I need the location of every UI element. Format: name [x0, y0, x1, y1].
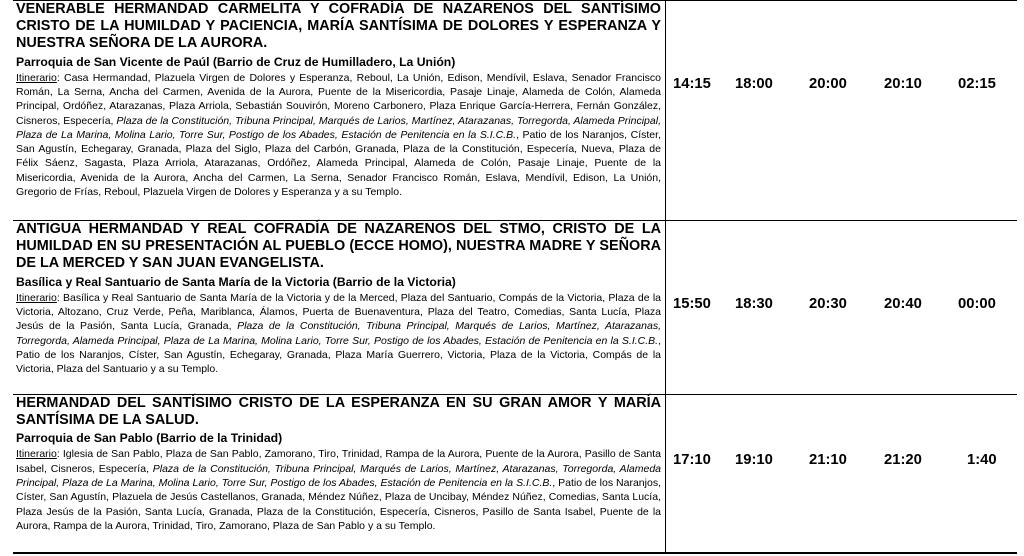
time-cathedral-exit: 20:10 — [884, 76, 922, 92]
time-cathedral-exit: 21:20 — [884, 452, 922, 468]
parish-name: Parroquia de San Vicente de Paúl (Barrio de Cruz de Humilladero, La Unión) — [16, 54, 456, 69]
brotherhood-title: ANTIGUA HERMANDAD Y REAL COFRADÍA DE NAZARENOS DEL STMO, CRISTO DE LA HUMILDAD EN SU PRESENTACIÓN AL PUEBLO (ECCE HOMO), NUESTRA MADRE Y SEÑORA DE LA MERCED Y SAN JUAN EVANGELISTA. — [16, 221, 661, 272]
time-arrival: 00:00 — [958, 296, 996, 312]
time-official-route: 18:00 — [735, 76, 773, 92]
entry-details — [16, 395, 661, 533]
time-cathedral: 20:30 — [809, 296, 847, 312]
time-arrival: 1:40 — [967, 452, 997, 468]
column-divider — [665, 0, 666, 552]
time-official-route: 19:10 — [735, 452, 773, 468]
itinerary-official-route: Plaza de la Constitución, Tribuna Principal, Marqués de Larios, Martínez, Atarazanas, Torregorda, Alameda Principal, Plaza de La Marina, Molina Lario, Torre Sur, Postigo de los Abades, Estación de Penitencia en la S.I.C.B. — [16, 320, 661, 347]
entry-details — [16, 1, 661, 199]
time-departure: 17:10 — [673, 452, 711, 468]
parish-name: Parroquia de San Pablo (Barrio de la Trinidad) — [16, 431, 283, 446]
itinerary-part: : Casa Hermandad, Plazuela Virgen de Dolores y Esperanza, Reboul, La Unión, Edison, Mendívil, Eslava, Senador Francisco Román, La Serna, Ancha del Carmen, Avenida de la Aurora, Puente de la Misericordia, Pasaje Linaje, Alameda de Colón, Alameda Principal, Ordóñez, Atarazanas, Plaza Arriola, Sebastián Souvirón, Moreno Carbonero, Plaza Enrique García-Herrera, Fernán González, Cisneros, Especería, — [16, 71, 661, 127]
itinerary-part: : Iglesia de San Pablo, Plaza de San Pablo, Zamorano, Tiro, Trinidad, Rampa de la Aurora, Puente de la Aurora, Pasillo de Santa Isabel, Cisneros, Especería, — [16, 448, 661, 475]
itinerary-part: , Patio de los Naranjos, Císter, San Agustín, Echegaray, Granada, Plaza del Siglo, Plaza del Carbón, Granada, Plaza de la Constitución, Especería, Nueva, Plaza de Félix Sáenz, Sagasta, Plaza Arriola, Atarazanas, Ordóñez, Alameda Principal, Alameda de Colón, Pasaje Linaje, Puente de la Misericordia, Avenida de la Aurora, Ancha del Carmen, La Serna, Senador Francisco Román, Eslava, Mendívil, Edison, La Unión, Gregorio de Frías, Reboul, Plazuela Virgen de Dolores y Esperanza y a su Templo. — [16, 128, 661, 198]
itinerary-text — [16, 291, 661, 377]
time-official-route: 18:30 — [735, 296, 773, 312]
itinerary-label: Itinerario — [16, 71, 57, 84]
itinerary-part: , Patio de los Naranjos, Císter, San Agustín, Plazuela de Jesús Castellanos, Granada, Méndez Núñez, Plaza de Uncibay, Méndez Núñez, Comedias, Santa Lucía, Plaza Jesús de la Pasión, Santa Lucía, Granada, Plaza de la Constitución, Especería, Cisneros, Pasillo de Santa Isabel, Puente de la Aurora, Rampa de la Aurora, Trinidad, Tiro, Zamorano, Plaza de San Pablo y a su Templo. — [16, 477, 661, 532]
time-cathedral: 20:00 — [809, 76, 847, 92]
procession-entry — [13, 220, 1017, 395]
itinerary-official-route: Plaza de la Constitución, Tribuna Principal, Marqués de Larios, Martínez, Atarazanas, Torregorda, Alameda Principal, Plaza de La Marina, Molina Lario, Torre Sur, Postigo de los Abades, Estación de Penitencia en la S.I.C.B. — [16, 462, 662, 489]
time-cathedral: 21:10 — [809, 452, 847, 468]
procession-schedule-table — [13, 0, 1017, 554]
time-departure: 14:15 — [673, 76, 711, 92]
itinerary-text — [16, 447, 661, 533]
itinerary-label: Itinerario — [16, 291, 57, 304]
time-departure: 15:50 — [673, 296, 711, 312]
parish-name: Basílica y Real Santuario de Santa María de la Victoria (Barrio de la Victoria) — [16, 274, 456, 289]
itinerary-part: , Patio de los Naranjos, Císter, San Agustín, Echegaray, Granada, Plaza María Guerrero, Victoria, Plaza de la Victoria, Compás de la Victoria, Plaza del Santuario y a su Templo. — [16, 334, 661, 376]
itinerary-text — [16, 71, 661, 200]
procession-entry — [13, 0, 1017, 221]
time-cathedral-exit: 20:40 — [884, 296, 922, 312]
brotherhood-title: VENERABLE HERMANDAD CARMELITA Y COFRADÍA DE NAZARENOS DEL SANTÍSIMO CRISTO DE LA HUMILDAD Y PACIENCIA, MARÍA SANTÍSIMA DE DOLORES Y ESPERANZA Y NUESTRA SEÑORA DE LA AURORA. — [16, 1, 661, 52]
entry-details — [16, 221, 661, 376]
procession-entry — [13, 394, 1017, 553]
itinerary-official-route: Plaza de la Constitución, Tribuna Principal, Marqués de Larios, Martínez, Atarazanas, Torregorda, Alameda Principal, Plaza de La Marina, Molina Lario, Torre Sur, Postigo de los Abades, Estación de Penitencia en la S.I.C.B. — [16, 114, 661, 141]
itinerary-label: Itinerario — [16, 448, 57, 461]
time-arrival: 02:15 — [958, 76, 996, 92]
itinerary-part: : Basílica y Real Santuario de Santa María de la Victoria y de la Merced, Plaza del Santuario, Compás de la Victoria, Plaza de la Victoria, Altozano, Cruz Verde, Peña, Mariblanca, Álamos, Puerta de Buenaventura, Plaza del Teatro, Comedias, Santa Lucía, Plaza Jesús de la Pasión, Santa Lucía, Granada, — [16, 291, 661, 333]
brotherhood-title: HERMANDAD DEL SANTÍSIMO CRISTO DE LA ESPERANZA EN SU GRAN AMOR Y MARÍA SANTÍSIMA DE LA SALUD. — [16, 395, 661, 429]
